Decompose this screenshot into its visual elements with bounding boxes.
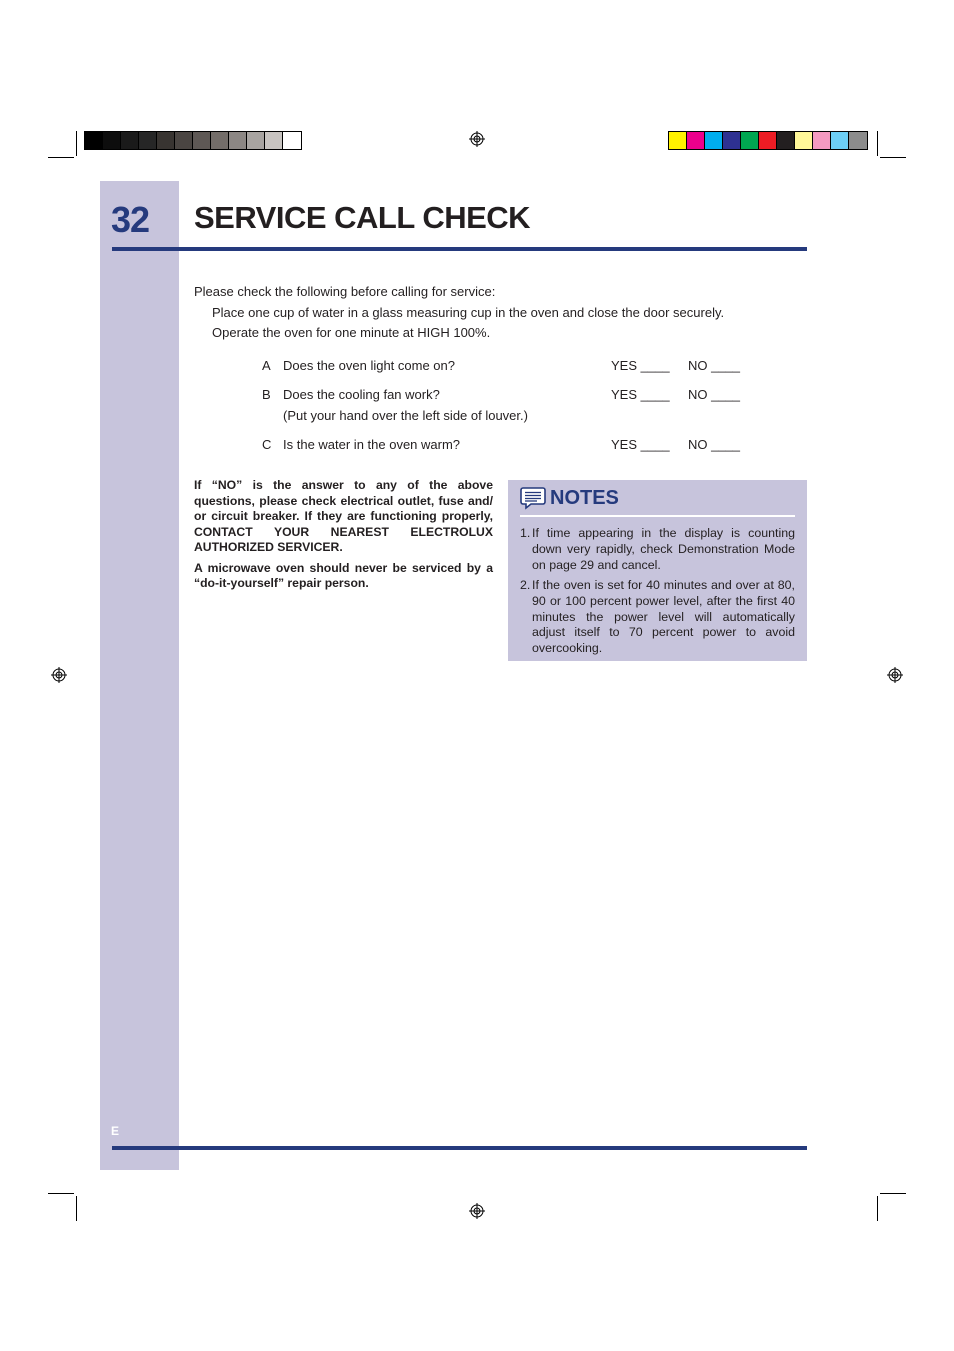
color-swatch-11 [849,132,867,149]
page-number: 32 [111,199,150,240]
notes-icon [520,486,546,510]
notes-box [508,480,807,661]
warning-paragraph-2: A microwave oven should never be serviced by a “do-it-yourself” repair person. [194,560,493,590]
bottom-divider [112,1146,807,1150]
page-title: SERVICE CALL CHECK [194,200,531,235]
check-question-b: Does the cooling fan work? [283,387,440,402]
intro-line-3: Operate the oven for one minute at HIGH 100%. [212,325,491,340]
gray-swatch-8 [211,132,229,149]
crop-mark-top-left-v [76,131,77,156]
notes-divider [520,515,795,517]
intro-line-1: Please check the following before calling for service: [194,284,496,299]
intro-line-2: Place one cup of water in a glass measuring cup in the oven and close the door securely. [212,305,725,320]
gray-swatch-12 [283,132,301,149]
crop-mark-top-right-v [877,131,878,156]
crop-mark-bottom-right-h [880,1193,906,1194]
gray-swatch-5 [157,132,175,149]
notes-title: NOTES [550,486,619,509]
check-no-a[interactable]: NO ____ [688,358,741,373]
color-swatch-6 [759,132,777,149]
crop-mark-top-left-h [48,157,74,158]
gray-swatch-4 [139,132,157,149]
gray-color-bar [84,131,302,150]
check-letter-a: A [262,358,271,373]
service-warning [194,478,493,597]
gray-swatch-7 [193,132,211,149]
gray-swatch-11 [265,132,283,149]
note-number: 2. [520,578,531,592]
crop-mark-bottom-left-h [48,1193,74,1194]
check-letter-b: B [262,387,271,402]
crop-mark-top-right-h [880,157,906,158]
color-swatch-9 [813,132,831,149]
note-number: 1. [520,526,531,540]
note-item-2 [520,578,795,657]
gray-swatch-6 [175,132,193,149]
warning-paragraph-1: If “NO” is the answer to any of the above questions, please check electrical outlet, fuse and/ or circuit breaker. If they are functioning properly, CONTACT YOUR NEAREST ELECTROLUX AUTHORIZED SERVICER. [194,478,493,554]
note-text: If time appearing in the display is counting down very rapidly, check Demonstration Mode on page 29 and cancel. [532,526,795,572]
registration-mark-icon [469,1203,485,1219]
color-swatch-1 [669,132,687,149]
process-color-bar [668,131,868,150]
check-no-b[interactable]: NO ____ [688,387,741,402]
check-yes-a[interactable]: YES ____ [611,358,670,373]
gray-swatch-1 [85,132,103,149]
crop-mark-bottom-right-v [877,1196,878,1221]
gray-swatch-9 [229,132,247,149]
check-letter-c: C [262,437,272,452]
color-swatch-8 [795,132,813,149]
crop-mark-bottom-left-v [76,1196,77,1221]
gray-swatch-2 [103,132,121,149]
title-divider [112,247,807,251]
language-marker: E [111,1124,120,1138]
check-question-a: Does the oven light come on? [283,358,455,373]
registration-mark-icon [887,667,903,683]
note-item-1 [520,526,795,573]
gray-swatch-3 [121,132,139,149]
color-swatch-4 [723,132,741,149]
sidebar [100,181,179,1170]
color-swatch-3 [705,132,723,149]
notes-header [520,486,619,510]
color-swatch-10 [831,132,849,149]
check-no-c[interactable]: NO ____ [688,437,741,452]
color-swatch-5 [741,132,759,149]
check-yes-c[interactable]: YES ____ [611,437,670,452]
color-swatch-7 [777,132,795,149]
check-question-c: Is the water in the oven warm? [283,437,461,452]
color-swatch-2 [687,132,705,149]
gray-swatch-10 [247,132,265,149]
registration-mark-icon [51,667,67,683]
check-yes-b[interactable]: YES ____ [611,387,670,402]
check-note-b: (Put your hand over the left side of louver.) [283,408,528,423]
registration-mark-icon [469,131,485,147]
note-text: If the oven is set for 40 minutes and over at 80, 90 or 100 percent power level, after the first 40 minutes the power level will automatically adjust itself to 70 percent power to avoid overcooking. [532,578,795,656]
